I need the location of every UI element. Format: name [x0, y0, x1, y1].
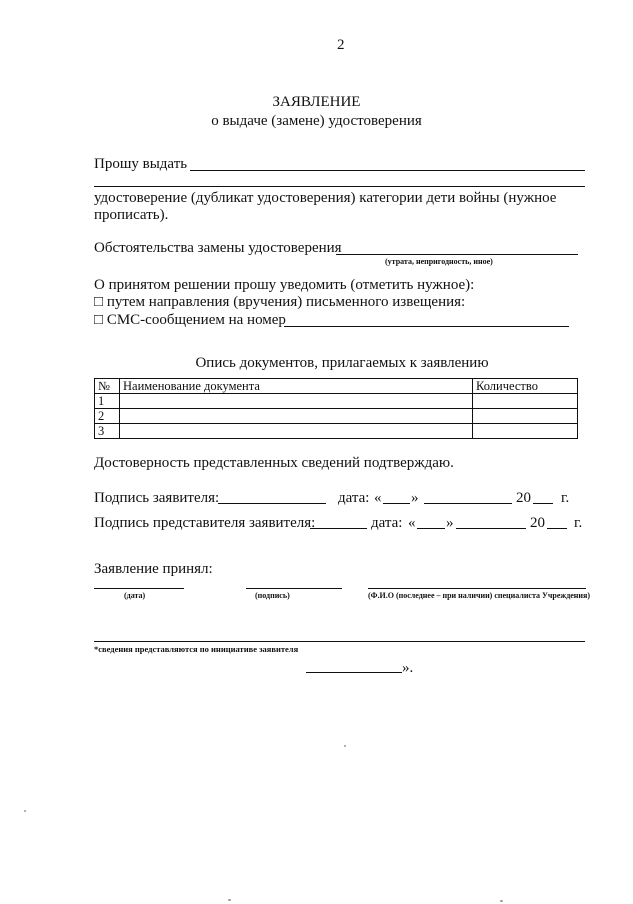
- representative-day-line[interactable]: [417, 528, 445, 529]
- certificate-text-line1: удостоверение (дубликат удостоверения) категории дети войны (нужное: [94, 190, 557, 206]
- accepted-signature-line[interactable]: [246, 588, 342, 589]
- option-letter-label: путем направления (вручения) письменного извещения:: [106, 294, 466, 310]
- document-title: ЗАЯВЛЕНИЕ: [272, 94, 361, 110]
- header-qty: Количество: [473, 379, 578, 394]
- sms-phone-field-line[interactable]: [284, 326, 569, 327]
- scan-speck: [344, 745, 346, 747]
- table-row: [95, 424, 578, 439]
- row-qty-cell[interactable]: [473, 394, 578, 409]
- representative-quote-close: »: [446, 515, 454, 531]
- checkbox-sms[interactable]: □: [94, 312, 104, 328]
- representative-year-line[interactable]: [547, 528, 567, 529]
- confirm-text: Достоверность представленных сведений подтверждаю.: [94, 455, 454, 471]
- representative-month-line[interactable]: [456, 528, 526, 529]
- caption-signature: (подпись): [255, 591, 290, 600]
- header-name: Наименование документа: [120, 379, 473, 394]
- certificate-text-line2: прописать).: [94, 207, 169, 223]
- option-letter[interactable]: [94, 293, 465, 311]
- option-sms-label: СМС-сообщением на номер: [106, 312, 286, 328]
- applicant-day-line[interactable]: [383, 503, 410, 504]
- row-name-cell[interactable]: [120, 424, 473, 439]
- representative-quote-open: «: [408, 515, 416, 531]
- applicant-year-line[interactable]: [533, 503, 553, 504]
- notify-label: О принятом решении прошу уведомить (отметить нужное):: [94, 277, 475, 293]
- scan-speck: [24, 810, 26, 812]
- accepted-fio-line[interactable]: [368, 588, 586, 589]
- row-qty-cell[interactable]: [473, 409, 578, 424]
- row-qty-cell[interactable]: [473, 424, 578, 439]
- table-row: [95, 394, 578, 409]
- applicant-date-label: дата:: [338, 490, 370, 506]
- applicant-year-suffix: г.: [561, 490, 570, 506]
- footnote: *сведения представляются по инициативе заявителя: [94, 644, 299, 654]
- row-num: 3: [95, 424, 120, 439]
- docs-title: Опись документов, прилагаемых к заявлению: [195, 355, 489, 371]
- page-number: 2: [337, 37, 345, 53]
- circumstances-label: Обстоятельства замены удостоверения: [94, 240, 342, 256]
- applicant-quote-close: »: [411, 490, 419, 506]
- accepted-date-line[interactable]: [94, 588, 184, 589]
- scan-speck: [228, 899, 231, 901]
- signature-applicant-label: Подпись заявителя:: [94, 490, 220, 506]
- representative-year-prefix: 20: [530, 515, 545, 531]
- circumstances-caption: (утрата, непригодность, иное): [385, 257, 493, 266]
- trailing-field-line[interactable]: [306, 672, 402, 673]
- caption-fio: (Ф.И.О (последнее – при наличии) специалиста Учреждения): [368, 591, 591, 600]
- document-subtitle: о выдаче (замене) удостоверения: [211, 113, 422, 129]
- checkbox-letter[interactable]: □: [94, 294, 104, 310]
- circumstances-field-line[interactable]: [336, 254, 578, 255]
- request-field-line[interactable]: [190, 170, 585, 171]
- request-label: Прошу выдать: [94, 156, 188, 172]
- option-sms[interactable]: [94, 311, 286, 329]
- applicant-quote-open: «: [374, 490, 382, 506]
- trailing-text: ».: [402, 660, 414, 676]
- row-num: 1: [95, 394, 120, 409]
- applicant-month-line[interactable]: [424, 503, 512, 504]
- representative-signature-line[interactable]: [310, 528, 367, 529]
- caption-date: (дата): [124, 591, 146, 600]
- scan-speck: [500, 900, 503, 902]
- accepted-label: Заявление принял:: [94, 561, 213, 577]
- request-field-line-2[interactable]: [94, 186, 585, 187]
- applicant-year-prefix: 20: [516, 490, 531, 506]
- row-num: 2: [95, 409, 120, 424]
- signature-representative-label: Подпись представителя заявителя:: [94, 515, 316, 531]
- table-row: [95, 409, 578, 424]
- docs-table-header: [95, 379, 578, 394]
- footnote-separator: [94, 641, 585, 642]
- row-name-cell[interactable]: [120, 409, 473, 424]
- docs-table: [94, 378, 578, 439]
- row-name-cell[interactable]: [120, 394, 473, 409]
- applicant-signature-line[interactable]: [218, 503, 326, 504]
- representative-year-suffix: г.: [574, 515, 583, 531]
- representative-date-label: дата:: [371, 515, 403, 531]
- header-num: №: [95, 379, 120, 394]
